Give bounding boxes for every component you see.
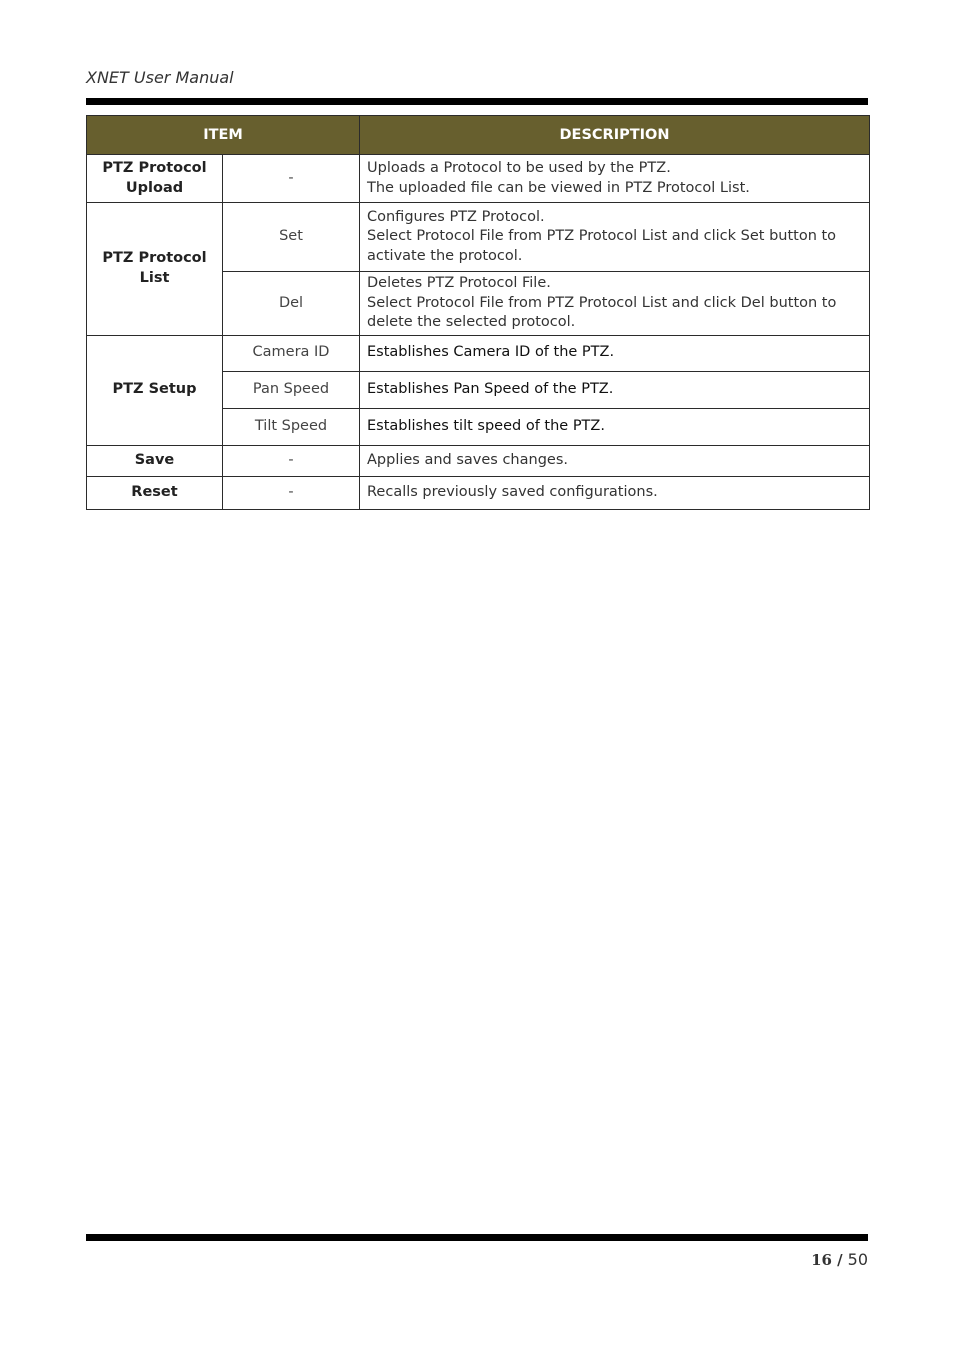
description-line: Deletes PTZ Protocol File. [367,275,551,291]
column-header-item: ITEM [87,116,360,155]
footer-divider [86,1234,868,1241]
item-description [360,476,870,509]
sub-item-set: Set [223,203,360,272]
sub-item-del: Del [223,272,360,336]
item-name-ptz-setup: PTZ Setup [87,335,223,445]
sub-item: - [223,445,360,476]
table-row [87,203,870,272]
item-description [360,335,870,371]
description-line: The uploaded file can be viewed in PTZ Protocol List. [367,179,750,196]
description-line: Establishes Pan Speed of the PTZ. [367,380,614,397]
description-line: Configures PTZ Protocol. [367,208,545,225]
description-line: Recalls previously saved configurations. [367,483,658,500]
table-row [87,155,870,203]
description-line: Establishes tilt speed of the PTZ. [367,417,605,434]
table-header-row [87,116,870,155]
item-description [360,371,870,408]
sub-item-tilt-speed: Tilt Speed [223,408,360,445]
table-row [87,476,870,509]
description-line: Select Protocol File from PTZ Protocol List and click Del button to [367,294,837,311]
item-description [360,272,870,336]
document-title: XNET User Manual [86,68,234,87]
description-line: Establishes Camera ID of the PTZ. [367,344,615,361]
description-line: delete the selected protocol. [367,314,576,330]
sub-item: - [223,155,360,203]
item-description [360,445,870,476]
item-description [360,203,870,272]
description-line: Uploads a Protocol to be used by the PTZ. [367,160,671,176]
item-description [360,408,870,445]
spec-table [86,115,870,510]
page-total: 50 [847,1250,868,1269]
table-row [87,445,870,476]
description-line: Select Protocol File from PTZ Protocol List and click Set button to [367,228,837,245]
item-name-ptz-protocol-upload: PTZ Protocol Upload [87,155,223,203]
sub-item-camera-id: Camera ID [223,335,360,371]
header-divider [86,98,868,105]
page-current: 16 [811,1251,832,1269]
description-line: activate the protocol. [367,247,523,264]
sub-item: - [223,476,360,509]
table-row [87,335,870,371]
page-separator: / [837,1251,843,1269]
item-name-reset: Reset [87,476,223,509]
item-name-ptz-protocol-list: PTZ Protocol List [87,203,223,336]
page-number [811,1250,868,1269]
item-description [360,155,870,203]
column-header-description: DESCRIPTION [360,116,870,155]
sub-item-pan-speed: Pan Speed [223,371,360,408]
item-name-save: Save [87,445,223,476]
description-line: Applies and saves changes. [367,451,568,468]
